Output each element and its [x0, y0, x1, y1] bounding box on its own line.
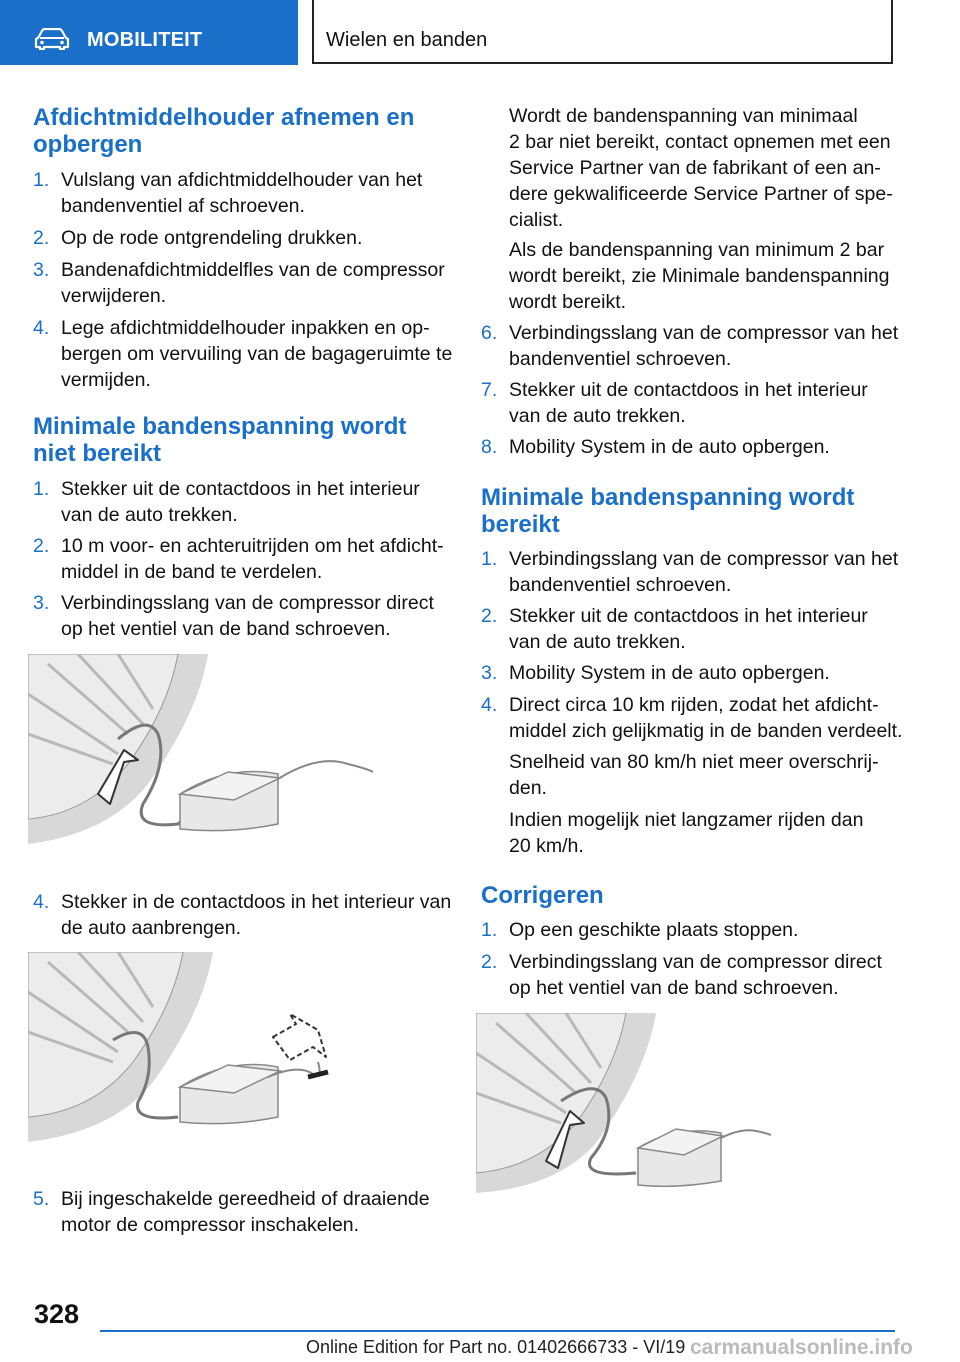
section-tab — [0, 0, 298, 65]
step-text: Stekker in de contactdoos in het interieur van — [61, 891, 452, 913]
paragraph-line: cialist. — [509, 209, 564, 231]
step-text: verwijderen. — [61, 285, 167, 307]
paragraph-line: den. — [509, 777, 547, 799]
heading-reached — [481, 484, 854, 538]
heading-not-reached — [33, 413, 406, 467]
paragraph-line: wordt bereikt. — [509, 291, 627, 313]
step-number: 8. — [481, 436, 498, 458]
paragraph-line: Snelheid van 80 km/h niet meer overschrij- — [509, 751, 879, 773]
heading-line: Minimale bandenspanning wordt — [481, 484, 855, 511]
step-text: middel in de band te verdelen. — [61, 561, 323, 583]
step-text: van de auto trekken. — [61, 504, 238, 526]
speed-paragraph — [509, 749, 879, 801]
step-number: 7. — [481, 379, 498, 401]
compressor-valve-illustration — [476, 1013, 776, 1198]
step-text: bergen om vervuiling van de bagageruimte te — [61, 343, 453, 365]
paragraph-line: Wordt de bandenspanning van minimaal — [509, 105, 858, 127]
heading-remove-container — [33, 104, 414, 158]
footer-divider — [100, 1330, 895, 1332]
step-text: op het ventiel van de band schroeven. — [509, 977, 839, 999]
car-icon — [34, 28, 70, 50]
step-text: middel zich gelijkmatig in de banden verdeelt. — [509, 720, 903, 742]
step-text: Stekker uit de contactdoos in het interieur — [61, 478, 420, 500]
step-text: bandenventiel schroeven. — [509, 574, 732, 596]
paragraph-line: dere gekwalificeerde Service Partner of spe- — [509, 183, 893, 205]
step-number: 2. — [481, 605, 498, 627]
step-text: Stekker uit de contactdoos in het interieur — [509, 605, 868, 627]
step-number: 1. — [33, 169, 50, 191]
step-number: 1. — [481, 548, 498, 570]
heading-line: niet bereikt — [33, 440, 162, 467]
edition-note: Online Edition for Part no. 01402666733 - VI/19 — [306, 1337, 686, 1357]
step-text: Verbindingsslang van de compressor van het — [509, 322, 899, 344]
step-number: 4. — [481, 694, 498, 716]
step-text: Stekker uit de contactdoos in het interieur — [509, 379, 868, 401]
step-text: Mobility System in de auto opbergen. — [509, 662, 830, 684]
step-number: 3. — [33, 592, 50, 614]
step-text: op het ventiel van de band schroeven. — [61, 618, 391, 640]
heading-line: opbergen — [33, 131, 143, 158]
section-label: MOBILITEIT — [87, 29, 203, 51]
chapter-header — [312, 0, 893, 64]
step-text: van de auto trekken. — [509, 631, 686, 653]
step-text: de auto aanbrengen. — [61, 917, 241, 939]
continuation-paragraph — [509, 237, 889, 315]
watermark: carmanualsonline.info — [690, 1336, 913, 1359]
compressor-valve-illustration — [28, 654, 388, 854]
step-text: Bij ingeschakelde gereedheid of draaiende — [61, 1188, 430, 1210]
step-number: 4. — [33, 317, 50, 339]
step-number: 3. — [481, 662, 498, 684]
step-number: 2. — [481, 951, 498, 973]
slow-paragraph — [509, 807, 863, 859]
step-text: van de auto trekken. — [509, 405, 686, 427]
step-number: 4. — [33, 891, 50, 913]
step-text: Verbindingsslang van de compressor direct — [61, 592, 434, 614]
step-text: Verbindingsslang van de compressor van het — [509, 548, 899, 570]
heading-line: Minimale bandenspanning wordt — [33, 413, 407, 440]
paragraph-line: 2 bar niet bereikt, contact opnemen met een — [509, 131, 891, 153]
continuation-paragraph — [509, 103, 893, 233]
step-number: 5. — [33, 1188, 50, 1210]
paragraph-line: Service Partner van de fabrikant of een an- — [509, 157, 881, 179]
step-number: 2. — [33, 535, 50, 557]
step-text: 10 m voor- en achteruitrijden om het afdicht- — [61, 535, 444, 557]
step-number: 6. — [481, 322, 498, 344]
chapter-title: Wielen en banden — [326, 29, 488, 51]
paragraph-line: 20 km/h. — [509, 835, 584, 857]
step-text: bandenventiel schroeven. — [509, 348, 732, 370]
paragraph-line: wordt bereikt, zie Minimale bandenspanning — [509, 265, 890, 287]
heading-correct: Corrigeren — [481, 882, 604, 909]
heading-line: bereikt — [481, 511, 560, 538]
page-number: 328 — [34, 1299, 80, 1329]
socket-plug-illustration — [28, 952, 388, 1152]
step-text: Direct circa 10 km rijden, zodat het afdicht- — [509, 694, 879, 716]
paragraph-line: Als de bandenspanning van minimum 2 bar — [509, 239, 885, 261]
paragraph-line: Indien mogelijk niet langzamer rijden dan — [509, 809, 864, 831]
step-text: Verbindingsslang van de compressor direct — [509, 951, 882, 973]
step-number: 3. — [33, 259, 50, 281]
step-text: Bandenafdichtmiddelfles van de compressor — [61, 259, 445, 281]
step-text: Vulslang van afdichtmiddelhouder van het — [61, 169, 423, 191]
step-text: motor de compressor inschakelen. — [61, 1214, 360, 1236]
step-text: bandenventiel af schroeven. — [61, 195, 305, 217]
step-number: 1. — [481, 919, 498, 941]
step-number: 1. — [33, 478, 50, 500]
heading-line: Afdichtmiddelhouder afnemen en — [33, 104, 415, 131]
step-text: Mobility System in de auto opbergen. — [509, 436, 830, 458]
step-text: Op de rode ontgrendeling drukken. — [61, 227, 363, 249]
step-number: 2. — [33, 227, 50, 249]
step-text: Op een geschikte plaats stoppen. — [509, 919, 799, 941]
step-text: Lege afdichtmiddelhouder inpakken en op- — [61, 317, 430, 339]
step-text: vermijden. — [61, 369, 151, 391]
